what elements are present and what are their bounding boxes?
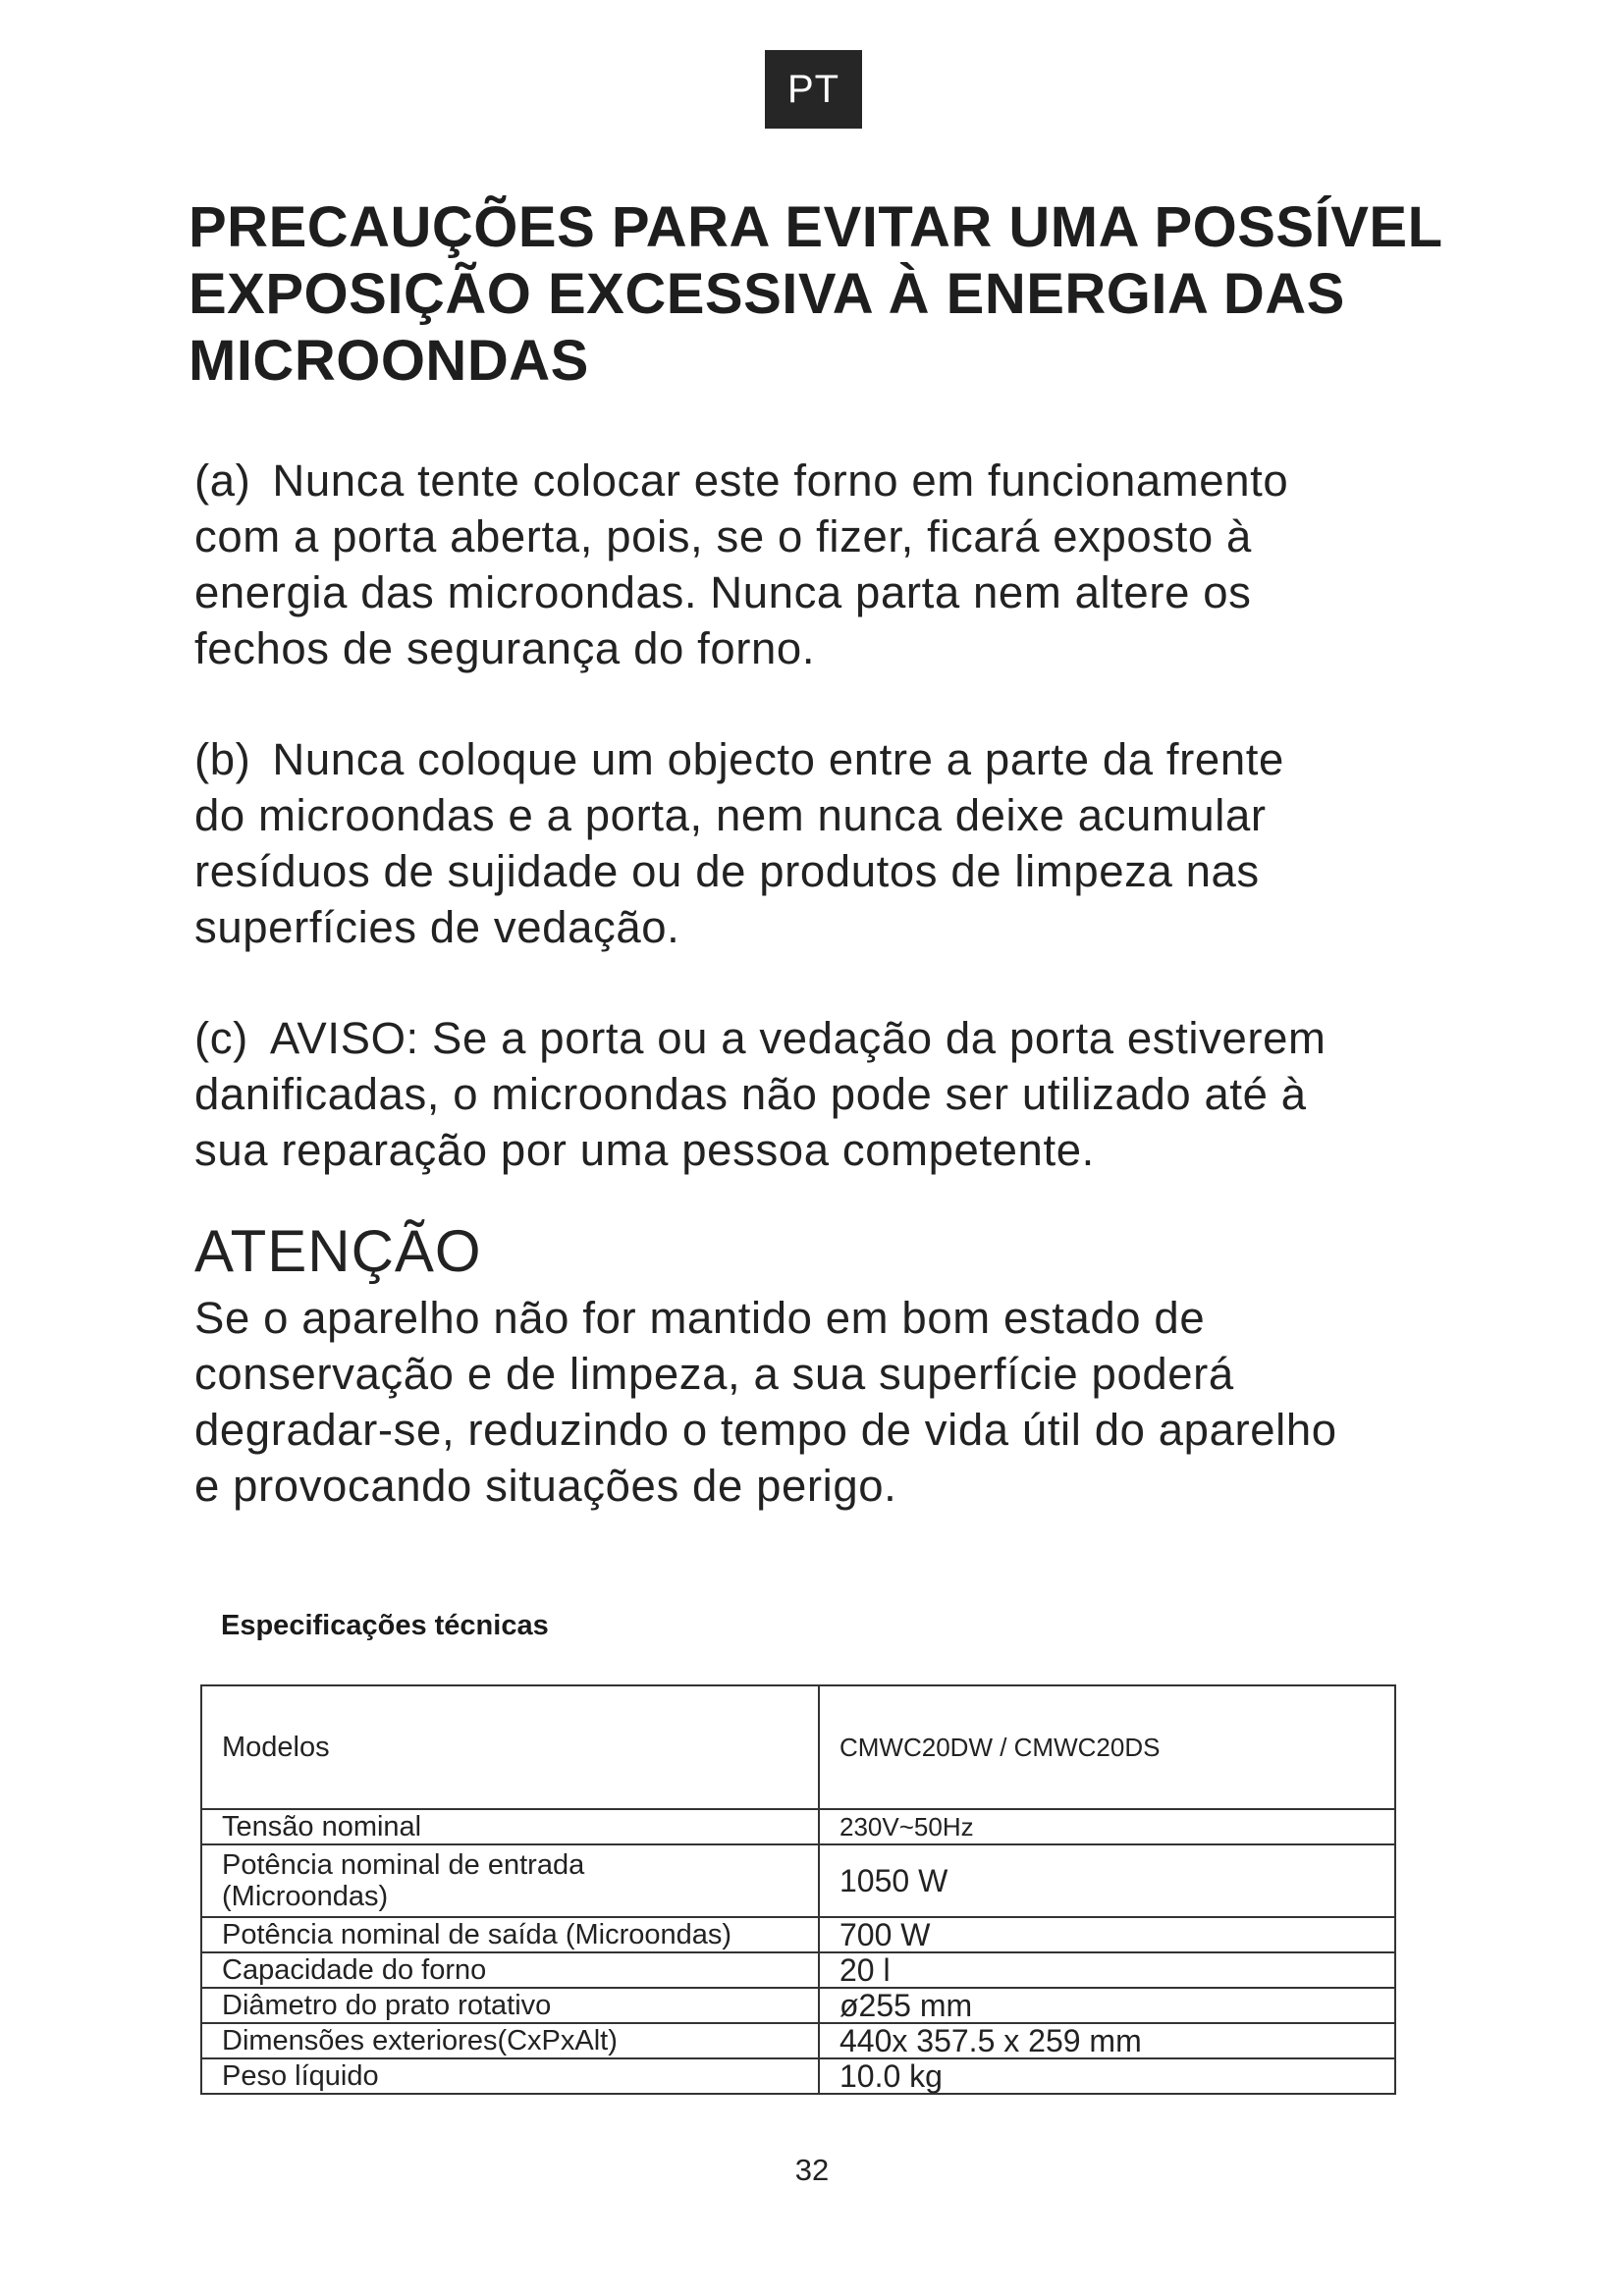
precaution-text: AVISO: Se a porta ou a vedação da porta estiverem [269,1013,1326,1063]
precaution-line: resíduos de sujidade ou de produtos de limpeza nas [194,846,1260,896]
table-row [201,1809,1395,1844]
table-row [201,1952,1395,1988]
precaution-line: do microondas e a porta, nem nunca deixe acumular [194,790,1267,840]
spec-value: ø255 mm [819,1988,1395,2023]
precaution-line: sua reparação por uma pessoa competente. [194,1125,1095,1175]
page-number: 32 [794,2153,830,2187]
spec-label: Tensão nominal [201,1809,819,1844]
specs-heading: Especificações técnicas [221,1610,549,1641]
spec-label [201,1844,819,1917]
precaution-label: (c) [194,1013,248,1063]
language-badge: PT [765,50,862,129]
spec-value: CMWC20DW / CMWC20DS [819,1685,1395,1809]
precaution-line: energia das microondas. Nunca parta nem altere os [194,567,1252,617]
table-row [201,1685,1395,1809]
spec-value: 10.0 kg [819,2058,1395,2094]
spec-value: 1050 W [819,1844,1395,1917]
page-title [189,194,1563,395]
precaution-label: (b) [194,734,251,784]
attention-line: Se o aparelho não for mantido em bom estado de [194,1293,1206,1343]
title-line: EXPOSIÇÃO EXCESSIVA À ENERGIA DAS [189,262,1345,326]
precaution-label: (a) [194,455,251,506]
precaution-line [194,453,1549,508]
spec-label: Dimensões exteriores(CxPxAlt) [201,2023,819,2058]
table-row [201,1844,1395,1917]
attention-line: conservação e de limpeza, a sua superfície poderá [194,1349,1234,1399]
precaution-a [194,453,1549,676]
spec-label: Diâmetro do prato rotativo [201,1988,819,2023]
attention-line: e provocando situações de perigo. [194,1461,897,1511]
table-row [201,2058,1395,2094]
precaution-text: Nunca tente colocar este forno em funcionamento [272,455,1289,506]
precaution-c [194,1010,1549,1178]
spec-label-line: (Microondas) [222,1881,389,1912]
precaution-line: superfícies de vedação. [194,902,680,952]
specs-table [200,1684,1396,2095]
table-row [201,1917,1395,1952]
table-row [201,2023,1395,2058]
spec-label-line: Potência nominal de entrada [222,1849,585,1881]
spec-label: Capacidade do forno [201,1952,819,1988]
table-row [201,1988,1395,2023]
spec-value: 230V~50Hz [819,1809,1395,1844]
attention-line: degradar-se, reduzindo o tempo de vida útil do aparelho [194,1405,1337,1455]
title-line: MICROONDAS [189,329,589,393]
precaution-line [194,731,1549,787]
spec-label: Modelos [201,1685,819,1809]
spec-label: Peso líquido [201,2058,819,2094]
title-line: PRECAUÇÕES PARA EVITAR UMA POSSÍVEL [189,195,1443,259]
spec-value: 20 l [819,1952,1395,1988]
precaution-text: Nunca coloque um objecto entre a parte da frente [272,734,1284,784]
attention-text [194,1290,1549,1514]
precaution-b [194,731,1549,955]
precaution-line: danificadas, o microondas não pode ser utilizado até à [194,1069,1307,1119]
spec-value: 700 W [819,1917,1395,1952]
precaution-line: fechos de segurança do forno. [194,623,816,673]
spec-label: Potência nominal de saída (Microondas) [201,1917,819,1952]
attention-heading: ATENÇÃO [194,1218,482,1284]
precaution-line [194,1010,1549,1066]
precaution-line: com a porta aberta, pois, se o fizer, ficará exposto à [194,511,1252,561]
spec-value: 440x 357.5 x 259 mm [819,2023,1395,2058]
